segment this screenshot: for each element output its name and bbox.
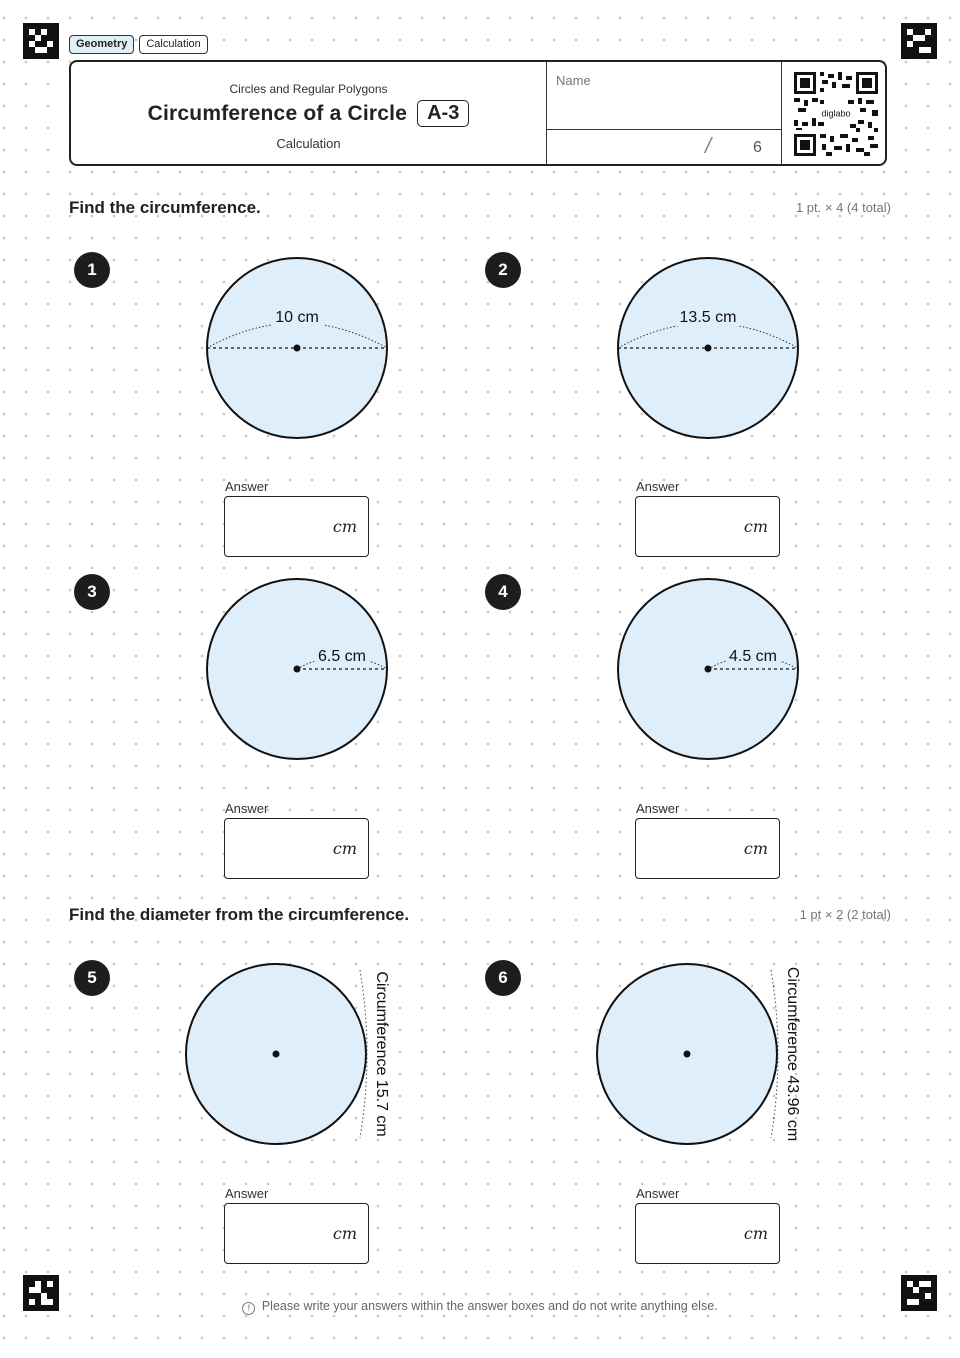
question-5-answer-box[interactable] (224, 1203, 369, 1264)
question-6-answer-label: Answer (636, 1186, 680, 1201)
question-5-circle-figure (174, 952, 414, 1156)
center-point (705, 666, 712, 673)
unit-name: Circles and Regular Polygons (229, 82, 388, 96)
diameter-label: 10 cm (275, 309, 319, 326)
tag-calculation: Calculation (139, 35, 207, 54)
answer-unit: cm (743, 839, 768, 858)
tag-geometry: Geometry (69, 35, 134, 54)
footer-note-text: Please write your answers within the answer boxes and do not write anything else. (261, 1299, 718, 1313)
footer-note (0, 1299, 960, 1315)
score-slash: / (705, 133, 712, 158)
question-6-answer-box[interactable] (635, 1203, 780, 1264)
section-2-title: Find the diameter from the circumference. (69, 905, 410, 924)
question-4-number: 4 (485, 574, 521, 610)
section-2-points: 1 pt × 2 (2 total) (799, 907, 891, 922)
worksheet-subtitle: Calculation (276, 136, 341, 151)
question-3-answer-box[interactable] (224, 818, 369, 879)
answer-unit: cm (743, 517, 768, 536)
center-point (684, 1051, 691, 1058)
question-2-number: 2 (485, 252, 521, 288)
center-point (705, 345, 712, 352)
circumference-label: Circumference 43.96 cm (784, 966, 801, 1142)
center-point (273, 1051, 280, 1058)
center-point (294, 666, 301, 673)
answer-unit: cm (743, 1224, 768, 1243)
question-4-circle-figure (606, 567, 810, 771)
question-3-circle-figure (195, 567, 399, 771)
worksheet-header (69, 60, 887, 166)
circumference-label: Circumference 15.7 cm (373, 971, 390, 1137)
question-6-circle-figure (585, 952, 825, 1156)
question-2-circle-figure (606, 246, 810, 450)
question-4-answer-box[interactable] (635, 818, 780, 879)
score-max: 6 (753, 139, 762, 156)
question-3-number: 3 (74, 574, 110, 610)
worksheet-code: A-3 (417, 100, 469, 127)
question-2-answer-box[interactable] (635, 496, 780, 557)
question-5-number: 5 (74, 960, 110, 996)
registration-marker-top-right (901, 23, 937, 59)
subject-tags (69, 35, 208, 54)
question-3-answer-label: Answer (225, 801, 269, 816)
name-field[interactable] (547, 62, 781, 130)
section-1-title: Find the circumference. (69, 198, 261, 217)
question-4-answer-label: Answer (636, 801, 680, 816)
score-field[interactable] (547, 130, 781, 164)
question-1-circle-figure (195, 246, 399, 450)
answer-unit: cm (332, 517, 357, 536)
question-1-answer-box[interactable] (224, 496, 369, 557)
center-point (294, 345, 301, 352)
qr-code (794, 72, 878, 156)
title-block (71, 62, 547, 164)
qr-code-cell (781, 62, 886, 164)
radius-label: 4.5 cm (728, 648, 778, 665)
radius-label: 6.5 cm (317, 648, 367, 665)
name-label: Name (556, 73, 591, 88)
question-2-answer-label: Answer (636, 479, 680, 494)
qr-caption: diglabo (821, 108, 851, 119)
worksheet-title: Circumference of a Circle (147, 101, 408, 125)
answer-unit: cm (332, 839, 357, 858)
section-1-points: 1 pt. × 4 (4 total) (795, 200, 891, 215)
answer-unit: cm (332, 1224, 357, 1243)
question-1-answer-label: Answer (225, 479, 269, 494)
diameter-label: 13.5 cm (679, 309, 737, 326)
question-6-number: 6 (485, 960, 521, 996)
registration-marker-top-left (23, 23, 59, 59)
title-row (71, 100, 546, 127)
question-5-answer-label: Answer (225, 1186, 269, 1201)
info-icon: ! (242, 1302, 255, 1315)
question-1-number: 1 (74, 252, 110, 288)
